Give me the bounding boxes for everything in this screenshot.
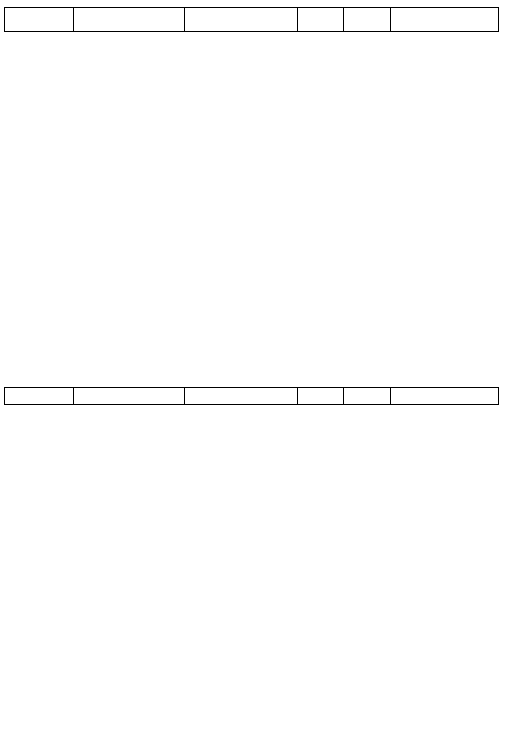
table-header-row xyxy=(5,8,499,32)
col-header-code xyxy=(5,8,74,32)
col-header-adjust xyxy=(298,388,344,405)
col-header-contact xyxy=(344,8,391,32)
col-header-code xyxy=(5,388,74,405)
academic-degree-table xyxy=(4,387,499,405)
col-header-major xyxy=(74,8,185,32)
col-header-unit xyxy=(185,388,298,405)
professional-degree-table xyxy=(4,7,499,32)
col-header-phone xyxy=(391,388,499,405)
col-header-unit xyxy=(185,8,298,32)
col-header-contact xyxy=(344,388,391,405)
col-header-major xyxy=(74,388,185,405)
table-header-row xyxy=(5,388,499,405)
col-header-phone xyxy=(391,8,499,32)
col-header-adjust xyxy=(298,8,344,32)
